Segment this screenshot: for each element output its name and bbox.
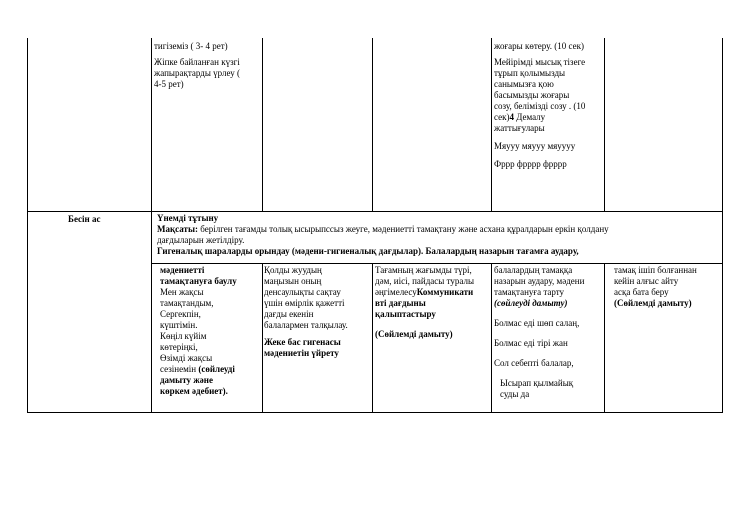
grid-line-bot-v6 bbox=[722, 211, 723, 413]
col6-line-2: кейін алғыс айту bbox=[614, 276, 679, 286]
col3-line-6: балалармен талқылау. bbox=[264, 320, 348, 330]
col3-line-5: дағды екенін bbox=[264, 309, 314, 319]
col3-line-3: денсаулықты сақтау bbox=[264, 287, 341, 297]
grid-line-top-v5 bbox=[604, 38, 605, 212]
col6-line-3: асқа бата беру bbox=[614, 287, 669, 297]
lunch-header-cell bbox=[157, 213, 721, 257]
col2-line-5: Көңіл күйім bbox=[160, 331, 207, 341]
col2-bold-1: мәдениетті bbox=[160, 265, 205, 275]
bottom-col2-cell bbox=[160, 265, 260, 397]
spacer bbox=[494, 134, 604, 141]
spacer bbox=[494, 152, 604, 159]
col4-line-3 bbox=[375, 287, 491, 298]
top-col5-purr: Фррр фрррр фрррр bbox=[494, 159, 567, 169]
bottom-col3-cell bbox=[264, 265, 370, 359]
grid-line-bot-v4 bbox=[491, 263, 492, 413]
col2-sezinemin: сезінемін bbox=[160, 364, 199, 374]
top-col2-line1: тигіземіз ( 3- 4 рет) bbox=[154, 41, 228, 51]
spacer bbox=[494, 369, 604, 378]
bottom-col4-cell bbox=[375, 265, 491, 340]
grid-line-h-bottom bbox=[27, 412, 723, 413]
col4-bold-2: қалыптастыру bbox=[375, 309, 436, 319]
top-col5-sek: сек) bbox=[494, 112, 510, 122]
spacer bbox=[494, 309, 604, 318]
top-col5-para-5: созу, белімізді созу . (10 bbox=[494, 101, 586, 111]
grid-line-h-mid bbox=[27, 211, 723, 212]
col2-soyleu: (сөйлеуді bbox=[198, 364, 235, 374]
top-col2-para-3: 4-5 рет) bbox=[154, 79, 184, 89]
lunch-goal bbox=[157, 224, 721, 235]
col5-poem-3: Сол себепті балалар, bbox=[494, 358, 574, 368]
grid-line-top-v1 bbox=[151, 38, 152, 212]
top-col2-cell bbox=[154, 41, 260, 90]
grid-line-h-inner bbox=[151, 263, 723, 264]
spacer bbox=[494, 349, 604, 358]
lunch-hygiene: Гигеналық шараларды орындау (мәдени-гигиеналық дағдылар). Балалардың назарын тағамға аудару, bbox=[157, 246, 579, 256]
col5-line-3: тамақтануға тарту bbox=[494, 287, 565, 297]
col4-kommunikati: Коммуникати bbox=[416, 287, 474, 297]
col5-poem-2: Болмас еді тірі жан bbox=[494, 338, 568, 348]
lunch-label: Бесін ас bbox=[68, 214, 101, 224]
top-col5-line1: жоғары көтеру. (10 сек) bbox=[494, 41, 584, 51]
col5-poem-1: Болмас еді шөп салаң, bbox=[494, 318, 580, 328]
col3-bold-2: мәдениетін үйрету bbox=[264, 348, 339, 358]
col4-bold-tail: (Сөйлемді дамыту) bbox=[375, 329, 453, 339]
col2-line-3: Сергекпін, bbox=[160, 309, 201, 319]
col2-line-8 bbox=[160, 364, 260, 375]
top-col5-para-3: санымызға қою bbox=[494, 79, 554, 89]
top-col5-cell bbox=[494, 41, 604, 170]
bottom-col6-cell bbox=[614, 265, 720, 309]
col3-line-4: үшін өмірлік қажетті bbox=[264, 298, 345, 308]
col6-line-1: тамақ ішіп болғаннан bbox=[614, 265, 697, 275]
grid-line-bot-v0 bbox=[27, 211, 28, 413]
col2-bold-end-1: дамыту және bbox=[160, 375, 213, 385]
goal-label: Мақсаты: bbox=[157, 224, 198, 234]
col3-line-1: Қолды жуудың bbox=[264, 265, 322, 275]
col6-bold: (Сөйлемді дамыту) bbox=[614, 298, 692, 308]
col5-italic: (сөйлеуді дамыту) bbox=[494, 298, 568, 308]
top-col2-para-1: Жіпке байланған күзгі bbox=[154, 57, 240, 67]
top-col5-num: 4 bbox=[509, 112, 514, 122]
col4-angimelesu: әңгімелесу bbox=[375, 287, 417, 297]
goal-text: берілген тағамды толық ысырыпссыз жеуге, мәдениетті тамақтану және асхана құралдарын еркін қолдану bbox=[198, 224, 609, 234]
grid-line-top-v4 bbox=[491, 38, 492, 212]
col2-line-2: тамақтандым, bbox=[160, 298, 214, 308]
col5-poem-4: Ысырап қылмайық bbox=[500, 378, 574, 388]
col3-line-2: маңызын оның bbox=[264, 276, 322, 286]
bottom-col5-cell bbox=[494, 265, 604, 400]
top-col5-para-2: тұрып қолымызды bbox=[494, 68, 566, 78]
lunch-goal-2: дағдыларын жетілдіру. bbox=[157, 235, 245, 245]
col4-line-2: дәм, иісі, пайдасы туралы bbox=[375, 276, 474, 286]
col2-line-1: Мен жақсы bbox=[160, 287, 204, 297]
grid-line-bot-v5 bbox=[604, 263, 605, 413]
grid-line-top-v0 bbox=[27, 38, 28, 212]
col2-bold-end-2: көркем әдебиет). bbox=[160, 386, 228, 396]
col5-line-2: назарын аудару, мәдени bbox=[494, 276, 585, 286]
top-col5-para-4: басымызды жоғары bbox=[494, 90, 570, 100]
grid-line-top-v6 bbox=[722, 38, 723, 212]
col4-bold-1: вті дағдыны bbox=[375, 298, 426, 308]
col5-line-1: балалардың тамаққа bbox=[494, 265, 573, 275]
lunch-heading: Үнемді тұтыну bbox=[157, 213, 219, 223]
grid-line-bot-v2 bbox=[262, 263, 263, 413]
col2-line-7: Өзімді жақсы bbox=[160, 353, 213, 363]
spacer bbox=[494, 329, 604, 338]
spacer bbox=[375, 320, 491, 329]
top-col5-para-7: жаттығулары bbox=[494, 123, 545, 133]
top-col5-demalu: Демалу bbox=[513, 112, 546, 122]
grid-line-bot-v3 bbox=[372, 263, 373, 413]
top-col5-para-6 bbox=[494, 112, 604, 123]
top-col2-para-2: жапырақтарды үрлеу ( bbox=[154, 68, 241, 78]
grid-line-bot-v1 bbox=[151, 211, 152, 413]
col2-bold-2: тамақтануға баулу bbox=[160, 276, 237, 286]
grid-line-top-v2 bbox=[262, 38, 263, 212]
top-col5-para-1: Мейірімді мысық тізеге bbox=[494, 57, 586, 67]
col2-line-4: күштімін. bbox=[160, 320, 198, 330]
top-col5-meow: Мяууу мяууу мяуууу bbox=[494, 141, 576, 151]
col4-line-1: Тағамның жағымды түрі, bbox=[375, 265, 472, 275]
col2-line-6: көтеріңкі, bbox=[160, 342, 198, 352]
col5-poem-5: суды да bbox=[500, 389, 530, 399]
grid-line-top-v3 bbox=[372, 38, 373, 212]
col3-bold-1: Жеке бас гигенасы bbox=[264, 337, 341, 347]
